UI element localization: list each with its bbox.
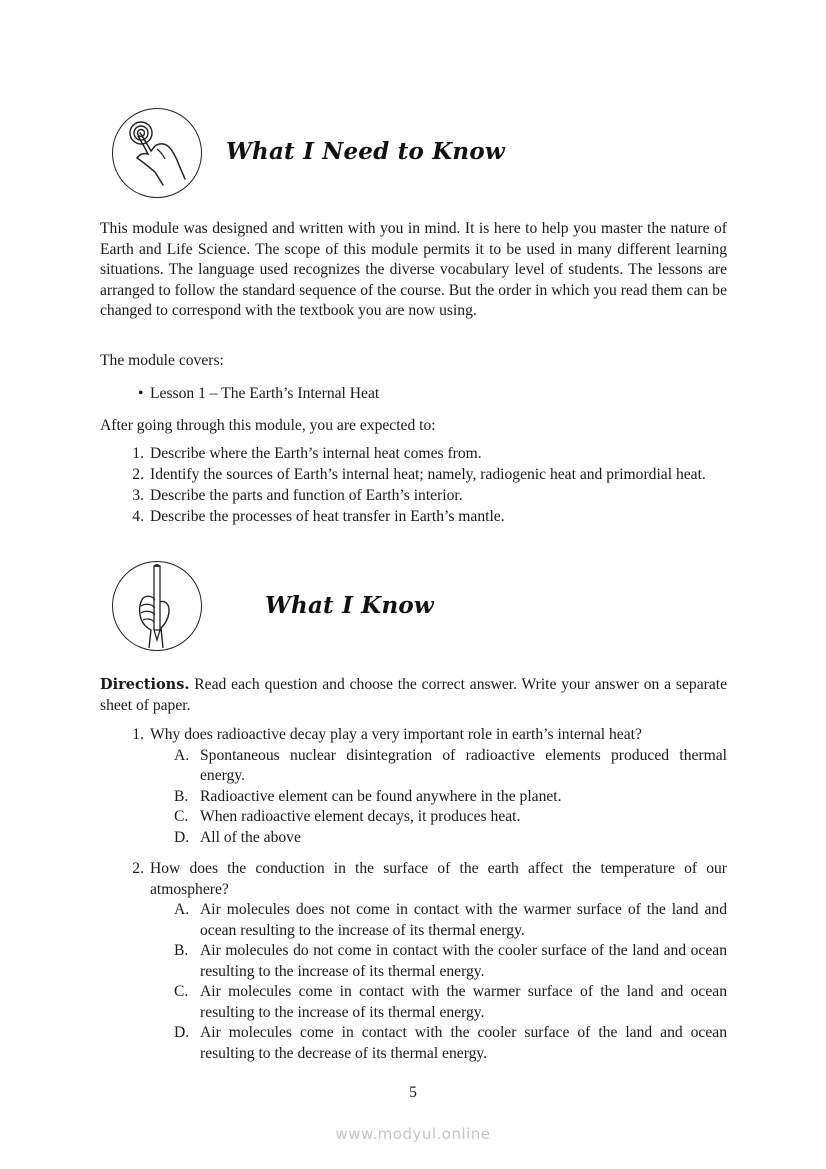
answer-option: A. Air molecules does not come in contact with the warmer surface of the land and ocean resulting to the increase of its thermal energy. (174, 901, 727, 939)
watermark-link[interactable]: www.modyul.online (335, 1125, 491, 1143)
intro-paragraph: This module was designed and written with you in mind. It is here to help you master the nature of Earth and Life Science. The scope of this module permits it to be used in many different learning situations. The language used recognizes the diverse vocabulary level of students. The lessons are arranged to follow the standard sequence of the course. But the order in which you read them can be changed to correspond with the textbook you are now using. (100, 220, 727, 319)
hand-pointer-icon (112, 108, 202, 198)
section-heading-what-i-need-to-know: What I Need to Know (226, 138, 505, 165)
answer-option: D. All of the above (174, 828, 301, 846)
objective-item: 2. Identify the sources of Earth’s internal heat; namely, radiogenic heat and primordial heat. (132, 466, 706, 483)
lesson-item: • Lesson 1 – The Earth’s Internal Heat (100, 384, 727, 405)
objective-item: 4. Describe the processes of heat transfer in Earth’s mantle. (132, 508, 505, 525)
answer-option: D. Air molecules come in contact with the cooler surface of the land and ocean resulting to the decrease of its thermal energy. (174, 1024, 727, 1062)
objectives-list (100, 445, 727, 526)
objective-item: 3. Describe the parts and function of Earth’s interior. (132, 487, 463, 504)
answer-option: B. Radioactive element can be found anywhere in the planet. (174, 787, 562, 805)
module-covers-label: The module covers: (100, 352, 224, 369)
expected-label: After going through this module, you are expected to: (100, 417, 436, 434)
answer-option: B. Air molecules do not come in contact with the cooler surface of the land and ocean resulting to the increase of its thermal energy. (174, 942, 727, 980)
question-stem: 2. How does the conduction in the surface of the earth affect the temperature of our atmosphere? (132, 860, 727, 898)
answer-option: C. When radioactive element decays, it produces heat. (174, 808, 521, 825)
hand-holding-pencil-icon (112, 561, 202, 651)
directions-paragraph: Directions. Read each question and choose the correct answer. Write your answer on a separate sheet of paper. (100, 676, 727, 714)
page-number: 5 (409, 1084, 417, 1101)
bullet-icon: • (138, 385, 144, 402)
objective-item: 1. Describe where the Earth’s internal heat comes from. (132, 445, 482, 462)
question-1 (100, 725, 727, 848)
directions-label: Directions. (100, 676, 190, 693)
lesson-list (100, 384, 727, 405)
answer-option: A. Spontaneous nuclear disintegration of radioactive elements produced thermal energy. (174, 746, 727, 784)
answer-option: C. Air molecules come in contact with the warmer surface of the land and ocean resulting to the increase of its thermal energy. (174, 983, 727, 1021)
section-heading-what-i-know: What I Know (265, 592, 434, 619)
question-stem: 1. Why does radioactive decay play a very important role in earth’s internal heat? (132, 726, 642, 743)
question-2 (100, 859, 727, 1064)
